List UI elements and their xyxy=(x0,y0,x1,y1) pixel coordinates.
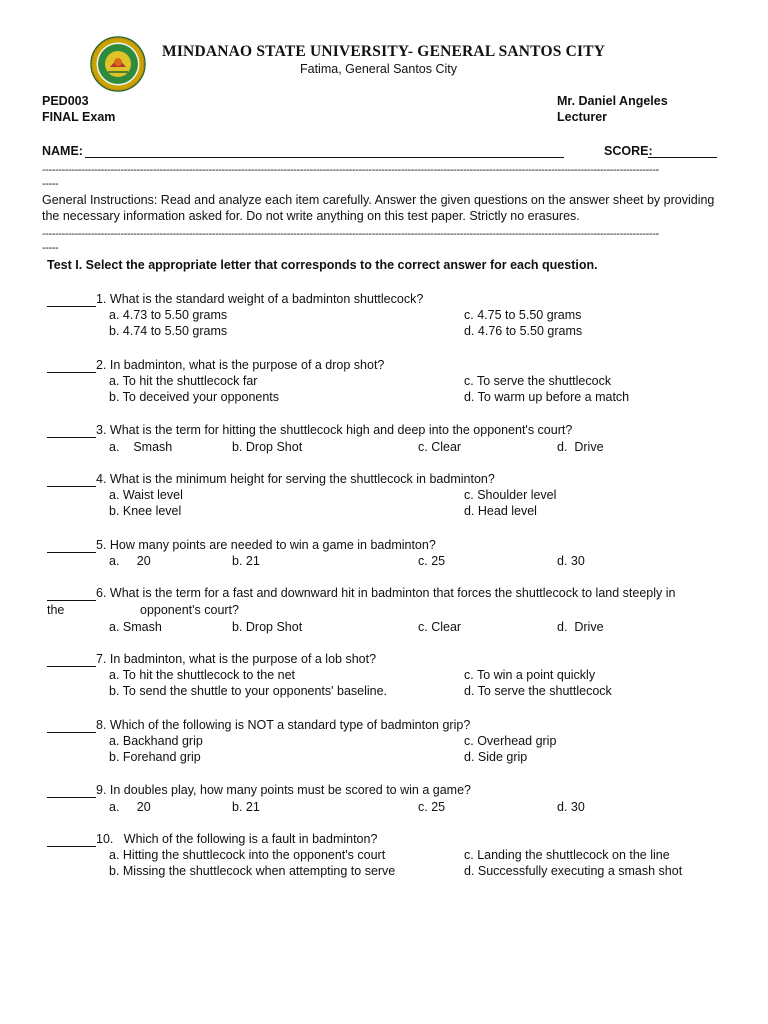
choice-a: a. Backhand grip xyxy=(109,734,203,748)
course-code: PED003 xyxy=(42,94,89,108)
question-text: 5. How many points are needed to win a game in badminton? xyxy=(96,538,436,552)
answer-blank[interactable] xyxy=(47,358,96,373)
choice-b: b. Forehand grip xyxy=(109,750,201,764)
question-text-cont-lead: the xyxy=(47,603,65,617)
choice-c: c. 4.75 to 5.50 grams xyxy=(464,308,582,322)
choice-b: b. Drop Shot xyxy=(232,620,303,634)
choice-a: a. 20 xyxy=(109,554,151,568)
question-text: 1. What is the standard weight of a badminton shuttlecock? xyxy=(96,292,424,306)
divider-tail: ----- xyxy=(42,178,59,190)
question-text: 8. Which of the following is NOT a standard type of badminton grip? xyxy=(96,718,471,732)
choice-c: c. 25 xyxy=(418,800,446,814)
choice-c: c. Clear xyxy=(418,620,462,634)
question-text: 7. In badminton, what is the purpose of a lob shot? xyxy=(96,652,377,666)
answer-blank[interactable] xyxy=(47,586,96,601)
divider: --------------------------------------------------------------------------------------------------------------------------------------------------------------------------------------------- xyxy=(42,164,659,176)
choice-d: d. Head level xyxy=(464,504,537,518)
answer-blank[interactable] xyxy=(47,718,96,733)
choice-c: c. Overhead grip xyxy=(464,734,557,748)
score-label: SCORE: xyxy=(604,144,653,158)
divider-tail: ----- xyxy=(42,242,59,254)
answer-blank[interactable] xyxy=(47,783,96,798)
university-seal-logo xyxy=(90,36,146,92)
choice-d: d. 30 xyxy=(557,800,585,814)
answer-blank[interactable] xyxy=(47,472,96,487)
choice-a: a. 20 xyxy=(109,800,151,814)
score-field[interactable] xyxy=(648,157,717,158)
question-text: 3. What is the term for hitting the shuttlecock high and deep into the opponent's court? xyxy=(96,423,573,437)
question-text: 6. What is the term for a fast and downward hit in badminton that forces the shuttlecock to land steeply in xyxy=(96,586,676,600)
question-text: 10. Which of the following is a fault in badminton? xyxy=(96,832,378,846)
university-location: Fatima, General Santos City xyxy=(300,62,458,76)
lecturer-title: Lecturer xyxy=(557,110,608,124)
choice-d: d. Successfully executing a smash shot xyxy=(464,864,683,878)
lecturer-name: Mr. Daniel Angeles xyxy=(557,94,668,108)
choice-c: c. To serve the shuttlecock xyxy=(464,374,612,388)
choice-a: a. To hit the shuttlecock to the net xyxy=(109,668,295,682)
choice-a: a. Hitting the shuttlecock into the opponent's court xyxy=(109,848,386,862)
choice-b: b. To send the shuttle to your opponents' baseline. xyxy=(109,684,388,698)
choice-a: a. 4.73 to 5.50 grams xyxy=(109,308,228,322)
choice-d: d. To serve the shuttlecock xyxy=(464,684,612,698)
question-text: 9. In doubles play, how many points must be scored to win a game? xyxy=(96,783,471,797)
choice-c: c. Clear xyxy=(418,440,462,454)
choice-a: a. Smash xyxy=(109,440,173,454)
university-name: MINDANAO STATE UNIVERSITY- GENERAL SANTOS CITY xyxy=(162,43,606,60)
choice-b: b. 21 xyxy=(232,800,260,814)
exam-type: FINAL Exam xyxy=(42,110,116,124)
choice-d: d. To warm up before a match xyxy=(464,390,630,404)
choice-d: d. Side grip xyxy=(464,750,528,764)
choice-b: b. 4.74 to 5.50 grams xyxy=(109,324,228,338)
choice-b: b. Drop Shot xyxy=(232,440,303,454)
choice-d: d. 4.76 to 5.50 grams xyxy=(464,324,583,338)
name-field[interactable] xyxy=(85,157,564,158)
choice-b: b. 21 xyxy=(232,554,260,568)
question-text-cont: opponent's court? xyxy=(140,603,239,617)
choice-a: a. To hit the shuttlecock far xyxy=(109,374,258,388)
test-title: Test I. Select the appropriate letter that corresponds to the correct answer for each question. xyxy=(47,258,598,272)
answer-blank[interactable] xyxy=(47,832,96,847)
answer-blank[interactable] xyxy=(47,423,96,438)
choice-c: c. To win a point quickly xyxy=(464,668,596,682)
question-text: 2. In badminton, what is the purpose of a drop shot? xyxy=(96,358,385,372)
choice-a: a. Smash xyxy=(109,620,162,634)
name-label: NAME: xyxy=(42,144,83,158)
choice-c: c. Landing the shuttlecock on the line xyxy=(464,848,670,862)
general-instructions: General Instructions: Read and analyze each item carefully. Answer the given questions on the answer sheet by providing the necessary information asked for. Do not write anything on this test paper. Strictly no erasures. xyxy=(42,193,715,223)
answer-blank[interactable] xyxy=(47,652,96,667)
choice-d: d. Drive xyxy=(557,620,604,634)
choice-b: b. Knee level xyxy=(109,504,182,518)
choice-c: c. Shoulder level xyxy=(464,488,557,502)
choice-b: b. Missing the shuttlecock when attempting to serve xyxy=(109,864,396,878)
answer-blank[interactable] xyxy=(47,292,96,307)
question-text: 4. What is the minimum height for serving the shuttlecock in badminton? xyxy=(96,472,495,486)
answer-blank[interactable] xyxy=(47,538,96,553)
choice-d: d. Drive xyxy=(557,440,604,454)
choice-d: d. 30 xyxy=(557,554,585,568)
divider: --------------------------------------------------------------------------------------------------------------------------------------------------------------------------------------------- xyxy=(42,228,659,240)
choice-c: c. 25 xyxy=(418,554,446,568)
choice-b: b. To deceived your opponents xyxy=(109,390,280,404)
choice-a: a. Waist level xyxy=(109,488,183,502)
